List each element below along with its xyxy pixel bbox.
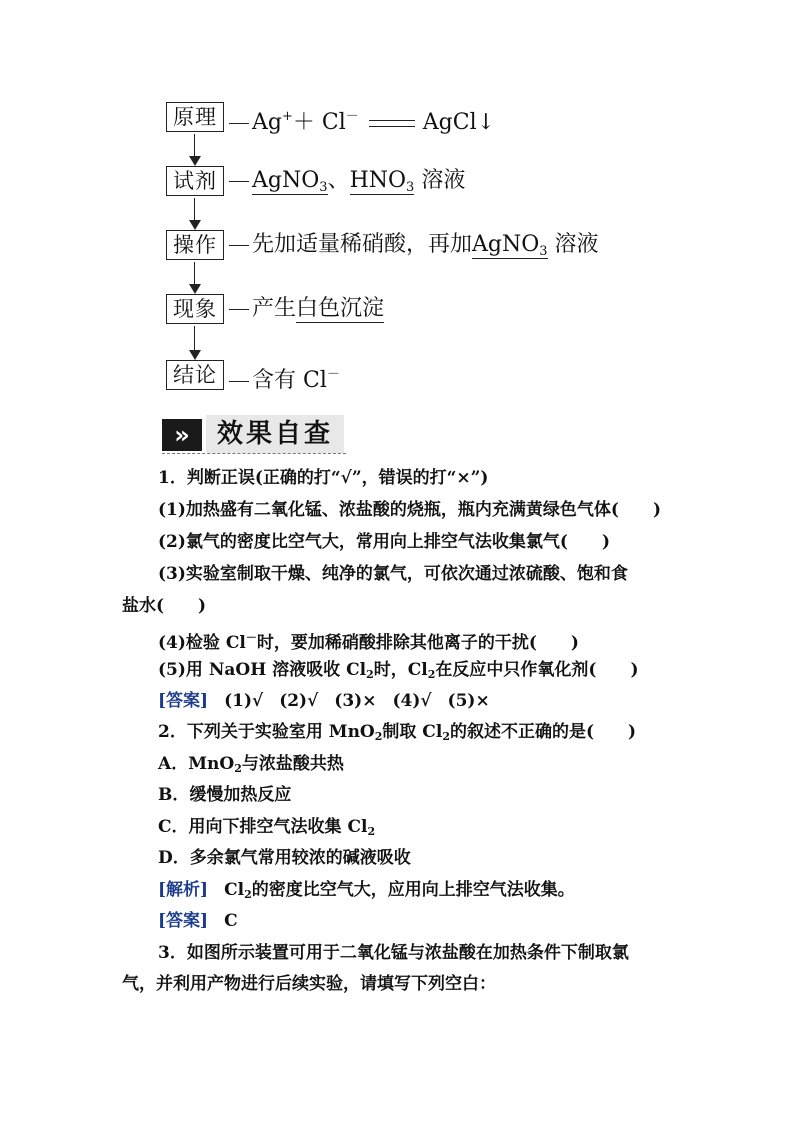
- operation-tail: 溶液: [547, 232, 599, 257]
- q2-stem: 2．下列关于实验室用 MnO$_2$制取 $Cl_2$的叙述不正确的是( ): [158, 722, 637, 743]
- flow-arrow-icon: [188, 198, 202, 230]
- q1-item-5: (5)用 NaOH 溶液吸收 $Cl_2$时，$Cl_2$在反应中只作氧化剂( ): [158, 660, 639, 681]
- dash: [229, 245, 249, 246]
- flow-arrow-icon: [188, 134, 202, 166]
- flow-arrow-icon: [188, 262, 202, 294]
- answer-item: (2)√: [279, 691, 319, 711]
- q1-answer: [158, 689, 490, 713]
- flow-box-reagent: 试剂: [166, 166, 224, 196]
- analysis-tag: [解析]: [158, 880, 209, 900]
- q3-stem: 3．如图所示装置可用于二氧化锰与浓盐酸在加热条件下制取氯: [158, 943, 629, 963]
- reagent-tail: 溶液: [414, 168, 466, 193]
- dash: [229, 123, 249, 124]
- flow-text-reagent: [229, 166, 465, 196]
- q1-item-4: (4)检验 Cl－时，要加稀硝酸排除其他离子的干扰( ): [158, 631, 579, 653]
- section-title: 效果自查: [206, 415, 344, 453]
- q3-stem-cont: 气，并利用产物进行后续实验，请填写下列空白：: [122, 974, 496, 994]
- flow-text-conclusion: [229, 360, 340, 393]
- flow-text-principle: [229, 102, 496, 135]
- answer-item: C: [224, 911, 238, 931]
- separator: 、: [327, 168, 350, 193]
- dash: [229, 309, 249, 310]
- flow-arrow-icon: [188, 326, 202, 360]
- q2-analysis: [解析] $Cl_2$的密度比空气大，应用向上排空气法收集。: [158, 880, 575, 901]
- answer-tag: [答案]: [158, 691, 209, 711]
- q1-stem: 1．判断正误(正确的打“√”，错误的打“×”): [158, 468, 489, 488]
- q1-item-3-cont: 盐水( ): [122, 596, 207, 616]
- ion-ag: Ag: [252, 110, 282, 135]
- operation-text: 先加适量稀硝酸，再加: [252, 232, 473, 257]
- flow-text-phenomenon: [229, 294, 384, 324]
- dash: [229, 381, 249, 382]
- equals-sign: [369, 120, 415, 127]
- operation-reagent: AgNO$_3$: [472, 232, 548, 259]
- phenomenon-text: 产生: [252, 296, 297, 321]
- q2-option-b: B．缓慢加热反应: [158, 785, 292, 805]
- q2-answer: [158, 909, 238, 933]
- conclusion-text: 含有 Cl: [252, 368, 327, 393]
- ion-cl: ＋ Cl: [292, 110, 346, 135]
- flow-box-conclusion: 结论: [166, 360, 224, 390]
- q2-option-c: C．用向下排空气法收集 $Cl_2$: [158, 817, 376, 838]
- flow-box-operation: 操作: [166, 230, 224, 260]
- q1-item-1: (1)加热盛有二氧化锰、浓盐酸的烧瓶，瓶内充满黄绿色气体( ): [158, 500, 662, 520]
- chevron-right-icon: »: [162, 419, 202, 451]
- answer-item: (3)×: [334, 691, 377, 711]
- reagent-hno3: $HNO_3$: [349, 168, 415, 195]
- answer-item: (5)×: [447, 691, 490, 711]
- section-header: [162, 415, 346, 453]
- q2-option-d: D．多余氯气常用较浓的碱液吸收: [158, 848, 411, 868]
- charge-minus: －: [345, 109, 359, 124]
- charge-minus: －: [326, 367, 340, 382]
- precipitate-arrow-icon: ↓: [476, 110, 496, 135]
- reagent-agno3: AgNO$_3$: [252, 168, 328, 195]
- answer-item: (4)√: [392, 691, 432, 711]
- flow-text-operation: [229, 230, 599, 260]
- q1-item-3: (3)实验室制取干燥、纯净的氯气，可依次通过浓硫酸、饱和食: [158, 564, 628, 584]
- dash: [229, 181, 249, 182]
- flow-box-principle: 原理: [166, 102, 224, 132]
- phenomenon-underlined: 白色沉淀: [296, 296, 385, 321]
- answer-tag: [答案]: [158, 911, 209, 931]
- charge-plus: +: [281, 109, 293, 124]
- section-divider: [162, 453, 346, 454]
- answer-item: (1)√: [224, 691, 264, 711]
- flow-box-phenomenon: 现象: [166, 294, 224, 324]
- product-agcl: AgCl: [422, 110, 477, 135]
- q1-item-2: (2)氯气的密度比空气大，常用向上排空气法收集氯气( ): [158, 532, 611, 552]
- q2-option-a: A．MnO$_2$与浓盐酸共热: [158, 754, 344, 775]
